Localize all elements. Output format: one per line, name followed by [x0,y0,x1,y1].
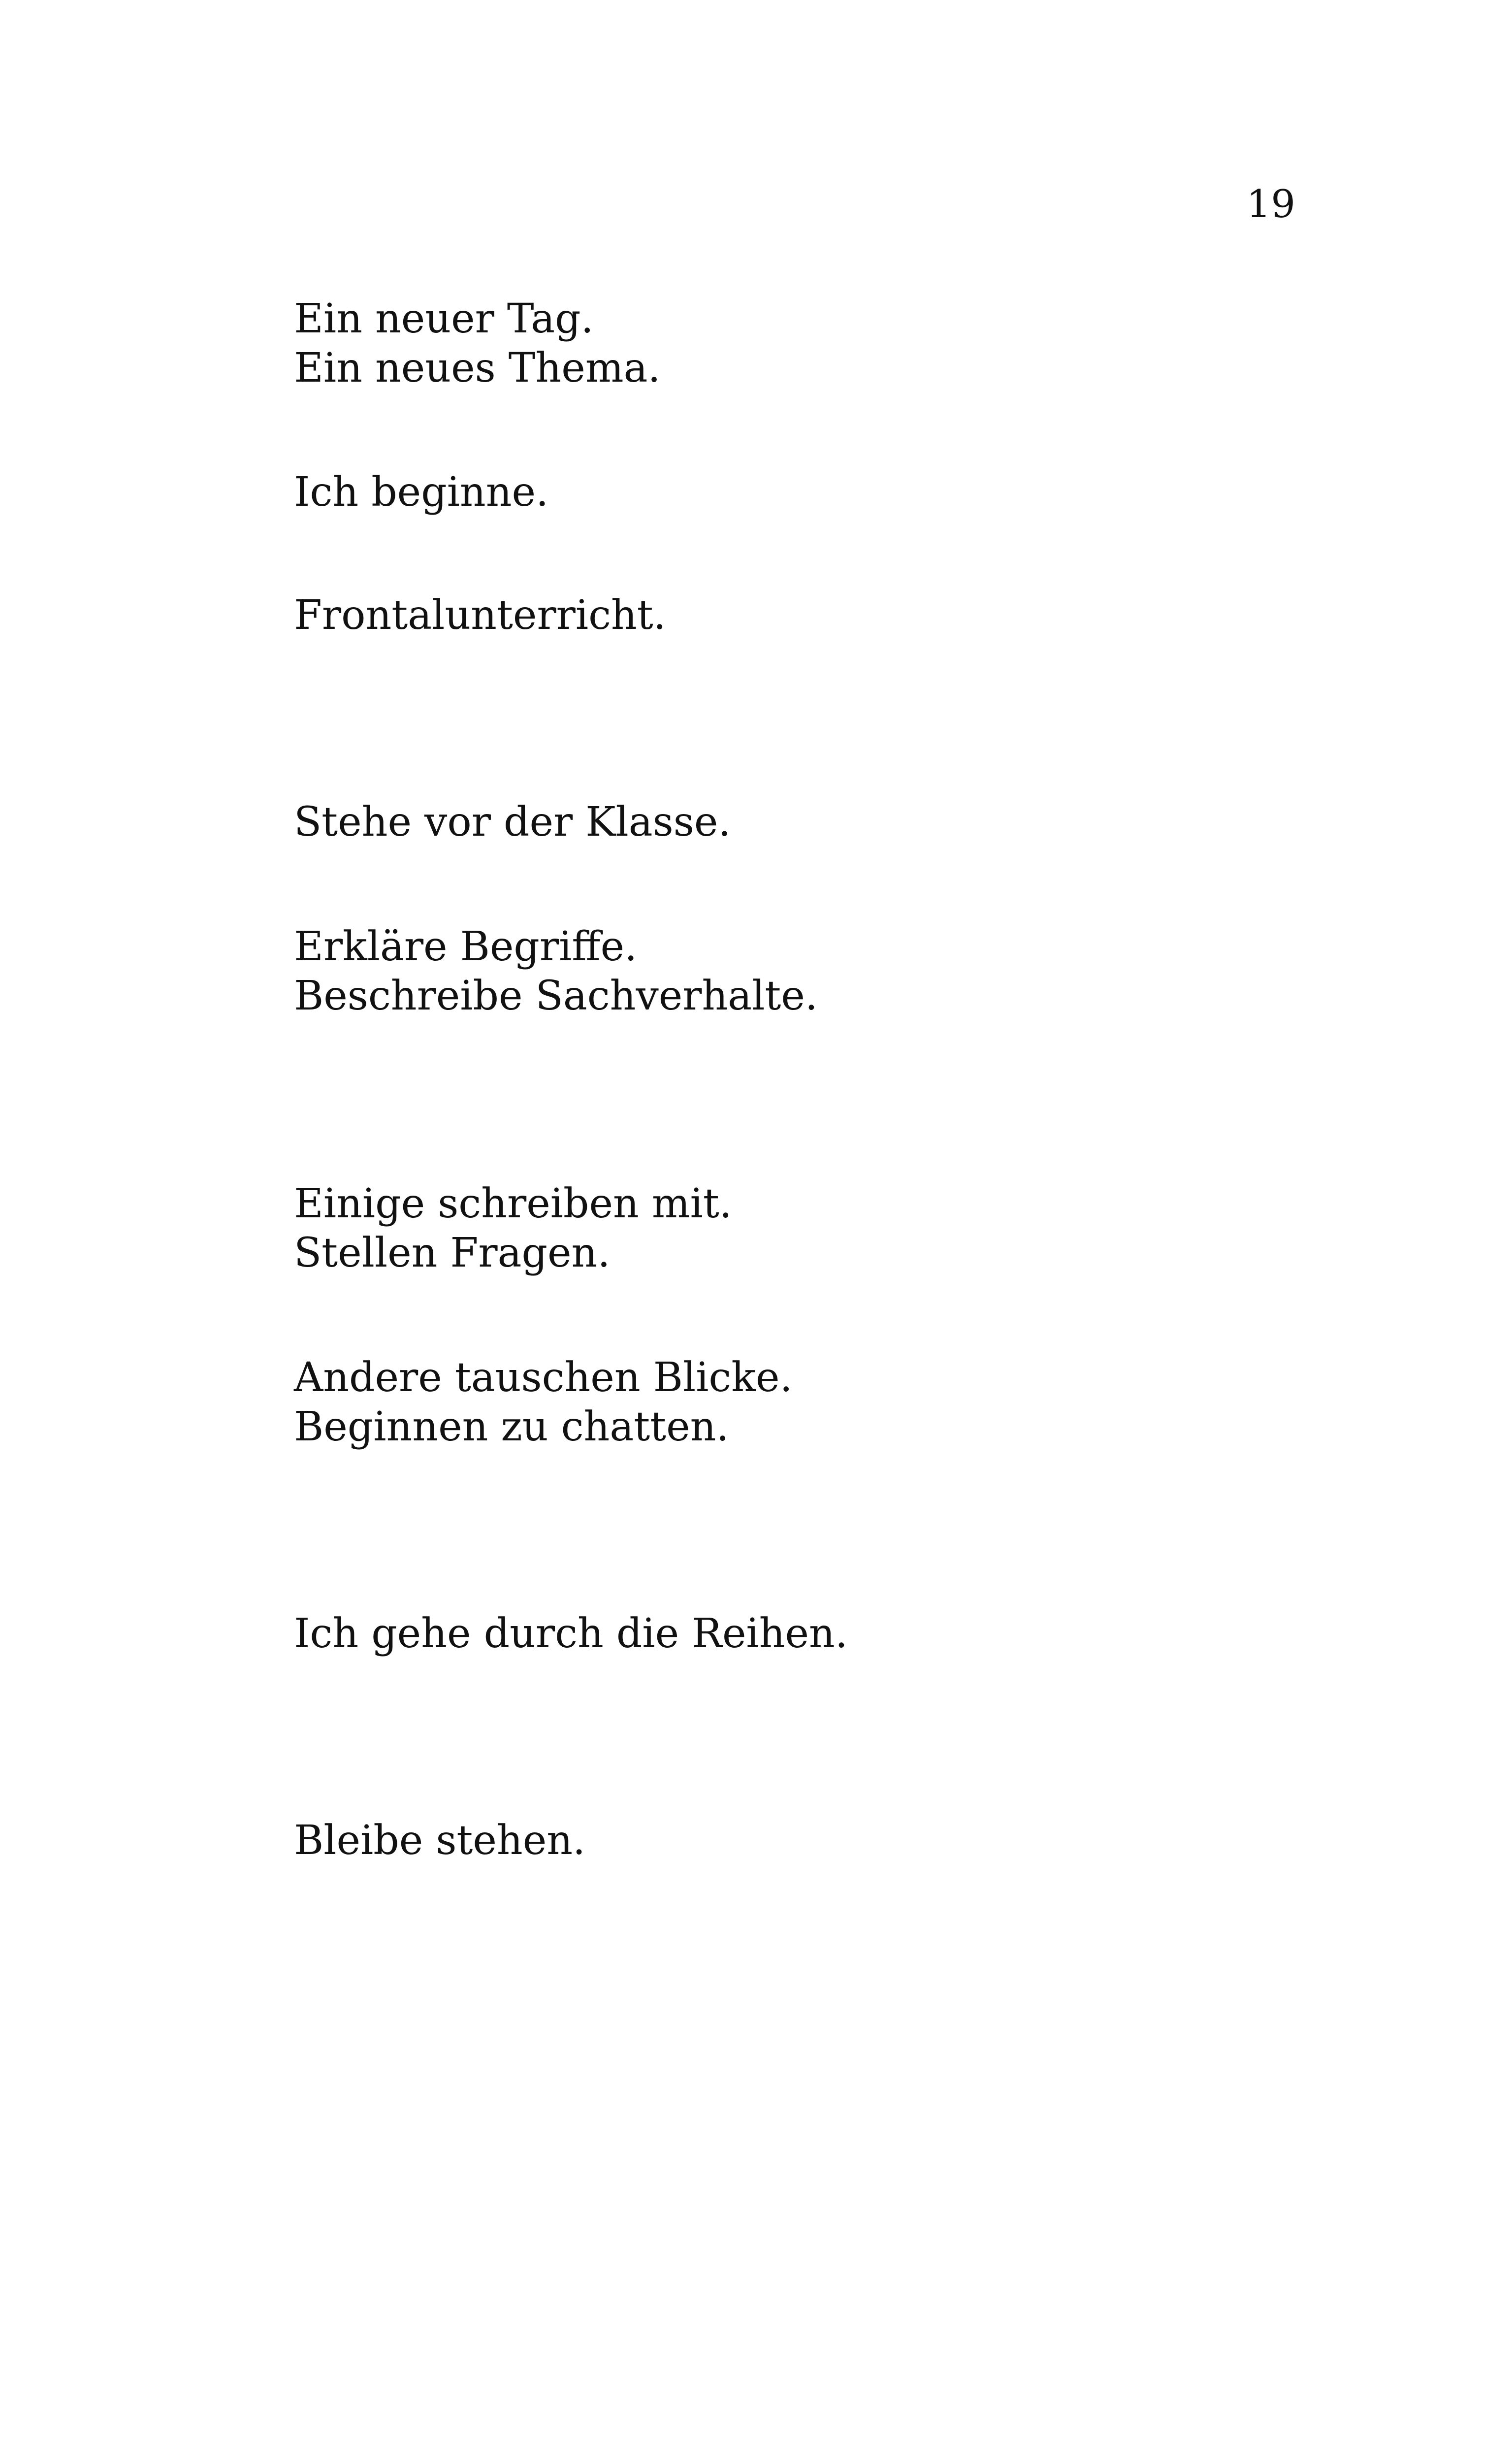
poem-line: Frontalunterricht. [294,592,666,639]
poem-line: Beschreibe Sachverhalte. [294,973,818,1019]
poem-line: Einige schreiben mit. [294,1180,732,1227]
poem-line: Stellen Fragen. [294,1230,611,1276]
page-number: 19 [1246,182,1295,227]
poem-line: Ich beginne. [294,469,549,516]
poem-line: Andere tauschen Blicke. [294,1354,793,1401]
poem-line: Ich gehe durch die Reihen. [294,1610,848,1657]
poem-line: Beginnen zu chatten. [294,1403,729,1450]
poem-line: Stehe vor der Klasse. [294,799,731,846]
poem-line: Ein neuer Tag. [294,295,594,342]
poem-line: Bleibe stehen. [294,1817,586,1864]
poem-line: Ein neues Thema. [294,345,661,391]
poem-line: Erkläre Begriffe. [294,923,638,970]
